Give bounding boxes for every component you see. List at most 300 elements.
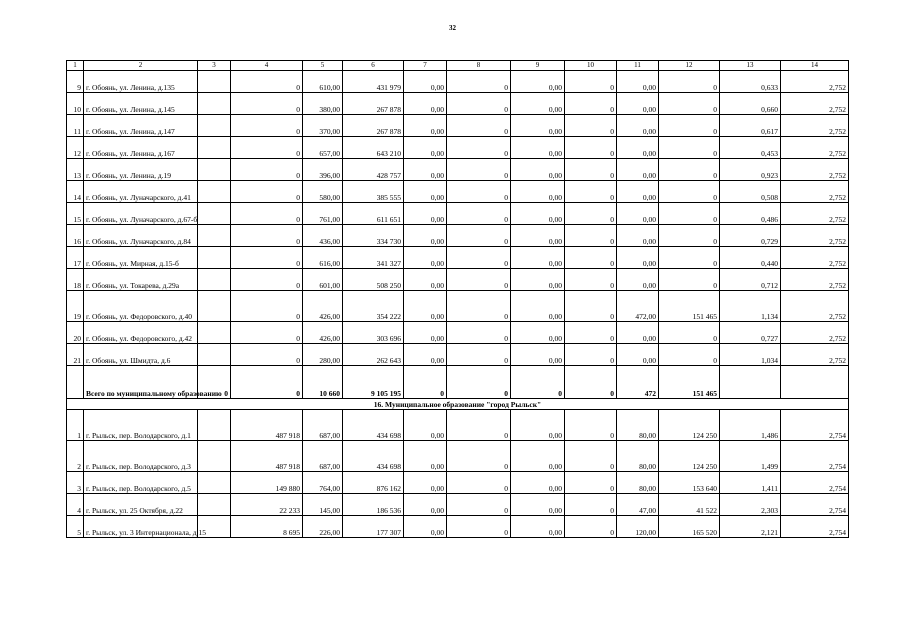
table-cell: 0 [447,225,511,247]
table-cell: 80,00 [617,472,659,494]
table-cell: 0 [447,344,511,366]
obojan-table-row [67,203,849,225]
table-cell: 0 [565,494,617,516]
address-cell: г. Обоянь, ул. Ленина, д.147 [84,115,198,137]
table-cell: 428 757 [343,159,404,181]
table-cell: 426,00 [303,291,343,322]
obojan-table-row [67,115,849,137]
table-cell: 0,923 [720,159,781,181]
table-cell: 165 520 [659,516,720,538]
obojan-table-row [67,322,849,344]
row-number: 19 [67,291,84,322]
table-cell: 280,00 [303,344,343,366]
table-cell: 0 [565,472,617,494]
table-cell: 616,00 [303,247,343,269]
table-cell: 0,508 [720,181,781,203]
table-cell: 0 [565,322,617,344]
table-cell: 0,453 [720,137,781,159]
row-number: 15 [67,203,84,225]
table-cell: 2,752 [781,247,849,269]
address-cell: г. Обоянь, ул. Луначарского, д.67-б [84,203,198,225]
table-cell: 2,121 [720,516,781,538]
table-cell: 0 [231,269,303,291]
table-cell: 2,752 [781,93,849,115]
obojan-table-row [67,159,849,181]
table-cell: 80,00 [617,410,659,441]
row-number: 11 [67,115,84,137]
column-header: 12 [659,61,720,71]
obojan-table-row [67,137,849,159]
table-cell: 47,00 [617,494,659,516]
table-cell: 396,00 [303,159,343,181]
table-cell: 0,00 [617,269,659,291]
table-cell: 0 [231,291,303,322]
table-cell: 0,486 [720,203,781,225]
table-cell: 0,00 [404,159,447,181]
table-cell: 0,00 [511,71,565,93]
header-row [67,61,849,71]
column-header: 4 [231,61,303,71]
table-cell: 0 [447,181,511,203]
table-cell: 0 [231,344,303,366]
table-cell: 0 [447,410,511,441]
table-cell: 0 [231,71,303,93]
table-cell [198,494,231,516]
table-cell: 0 [231,225,303,247]
address-cell: г. Обоянь, ул. Ленина, д.167 [84,137,198,159]
table-cell: 0 [659,93,720,115]
table-cell: 0,00 [617,247,659,269]
table-cell: 0 [565,181,617,203]
table-cell: 0 [231,181,303,203]
table-cell: 267 878 [343,115,404,137]
obojan-table-row [67,181,849,203]
table-cell: 0,00 [404,93,447,115]
row-number: 13 [67,159,84,181]
table-cell: 0,00 [511,516,565,538]
table-cell: 1,034 [720,344,781,366]
table-cell: 0,00 [404,291,447,322]
table-cell: 0 [447,93,511,115]
table-cell: 124 250 [659,441,720,472]
total-value [720,366,781,399]
table-cell: 0,00 [511,115,565,137]
table-cell: 0 [231,247,303,269]
table-cell: 0,00 [404,137,447,159]
table-cell: 0 [447,516,511,538]
table-cell: 0 [231,322,303,344]
table-cell: 0,00 [617,203,659,225]
table-cell: 0,00 [617,181,659,203]
address-cell: г. Рыльск, пер. Володарского, д.1 [84,410,198,441]
total-row [67,366,849,399]
table-cell: 370,00 [303,115,343,137]
table-cell: 0,00 [404,181,447,203]
total-label: Всего по муниципальному образованию [84,366,198,399]
row-number: 2 [67,441,84,472]
table-cell: 0,00 [404,115,447,137]
table-cell: 0,00 [404,269,447,291]
table-cell: 876 162 [343,472,404,494]
table-cell: 354 222 [343,291,404,322]
table-cell: 0 [447,291,511,322]
table-cell: 2,754 [781,410,849,441]
address-cell: г. Рыльск, пер. Володарского, д.5 [84,472,198,494]
table-cell [198,71,231,93]
obojan-table-row [67,247,849,269]
table-cell [198,137,231,159]
row-number: 1 [67,410,84,441]
table-cell: 0,00 [511,247,565,269]
total-value [781,366,849,399]
table-cell [198,269,231,291]
table-cell: 0 [447,115,511,137]
table-cell: 0,00 [617,137,659,159]
table-cell [198,322,231,344]
table-cell [198,159,231,181]
table-cell: 2,752 [781,203,849,225]
table-cell: 0 [565,516,617,538]
table-cell: 2,752 [781,115,849,137]
table-cell: 151 465 [659,291,720,322]
table-cell: 334 730 [343,225,404,247]
table-cell: 2,752 [781,225,849,247]
total-value: 10 660 [303,366,343,399]
column-header: 3 [198,61,231,71]
table-cell: 380,00 [303,93,343,115]
table-cell: 0 [447,472,511,494]
table-cell: 0,00 [404,494,447,516]
table-cell: 0 [447,203,511,225]
table-cell: 0,00 [404,516,447,538]
address-cell: г. Обоянь, ул. Федоровского, д.42 [84,322,198,344]
table-cell: 0,712 [720,269,781,291]
table-cell: 643 210 [343,137,404,159]
row-number: 5 [67,516,84,538]
row-number: 21 [67,344,84,366]
table-cell [198,181,231,203]
table-cell [198,344,231,366]
table-cell: 0 [565,159,617,181]
table-cell: 0 [565,410,617,441]
obojan-table-row [67,291,849,322]
table-cell: 472,00 [617,291,659,322]
address-cell: г. Обоянь, ул. Мирная, д.15-б [84,247,198,269]
row-number: 20 [67,322,84,344]
table-cell: 262 643 [343,344,404,366]
table-cell: 610,00 [303,71,343,93]
rylsk-table-row [67,441,849,472]
table-cell: 0 [659,247,720,269]
table-cell: 0,00 [404,472,447,494]
table-cell: 0 [565,93,617,115]
total-value: 0 [198,366,231,399]
table-cell: 0 [565,225,617,247]
row-number: 18 [67,269,84,291]
table-cell: 0 [565,203,617,225]
table-cell: 2,752 [781,159,849,181]
table-cell: 0,00 [617,71,659,93]
table-cell: 2,752 [781,269,849,291]
table-cell: 226,00 [303,516,343,538]
column-header: 8 [447,61,511,71]
address-cell: г. Обоянь, ул. Луначарского, д.41 [84,181,198,203]
table-cell: 0,00 [511,344,565,366]
table-cell: 8 695 [231,516,303,538]
table-cell: 434 698 [343,410,404,441]
total-value: 472 [617,366,659,399]
obojan-table-row [67,344,849,366]
row-number: 16 [67,225,84,247]
table-cell: 611 651 [343,203,404,225]
total-value: 9 105 195 [343,366,404,399]
address-cell: г. Обоянь, ул. Ленина, д.145 [84,93,198,115]
table-cell: 0,00 [511,494,565,516]
table-cell: 764,00 [303,472,343,494]
table-cell: 0 [565,137,617,159]
rylsk-table-row [67,516,849,538]
table-cell: 0,00 [511,137,565,159]
table-cell: 0 [447,269,511,291]
table-cell [198,93,231,115]
table-cell: 120,00 [617,516,659,538]
row-number: 17 [67,247,84,269]
table-cell: 687,00 [303,441,343,472]
table-cell: 487 918 [231,410,303,441]
table-cell: 0 [447,441,511,472]
table-cell: 0,00 [511,181,565,203]
table-cell: 0,00 [511,441,565,472]
table-cell: 0 [659,225,720,247]
table-cell: 2,754 [781,494,849,516]
table-cell: 0 [231,203,303,225]
table-cell: 0 [447,322,511,344]
table-cell: 0,00 [617,93,659,115]
table-cell: 0,00 [511,159,565,181]
section-title: 16. Муниципальное образование "город Рыльск" [67,399,849,410]
table-cell: 687,00 [303,410,343,441]
table-cell [198,410,231,441]
table-cell: 0 [565,269,617,291]
obojan-table-row [67,93,849,115]
obojan-table-row [67,225,849,247]
table-cell: 385 555 [343,181,404,203]
section-row [67,399,849,410]
table-cell: 2,752 [781,71,849,93]
table-cell [198,472,231,494]
table-cell: 601,00 [303,269,343,291]
table-cell: 0,660 [720,93,781,115]
rylsk-table-row [67,410,849,441]
table-cell [198,291,231,322]
table-cell: 0,00 [617,115,659,137]
table-cell [67,366,84,399]
column-header: 6 [343,61,404,71]
address-cell: г. Обоянь, ул. Ленина, д.19 [84,159,198,181]
obojan-table-row [67,71,849,93]
table-cell: 1,411 [720,472,781,494]
table-cell: 0 [659,115,720,137]
address-cell: г. Рыльск, пер. Володарского, д.3 [84,441,198,472]
table-cell: 487 918 [231,441,303,472]
table-cell: 0 [447,71,511,93]
table-cell: 0,00 [511,93,565,115]
table-cell: 0 [565,71,617,93]
table-cell: 0,00 [511,410,565,441]
total-value: 0 [231,366,303,399]
row-number: 3 [67,472,84,494]
address-cell: г. Обоянь, ул. Ленина, д.135 [84,71,198,93]
column-header: 13 [720,61,781,71]
table-cell: 0 [659,159,720,181]
rylsk-table-row [67,494,849,516]
table-cell: 2,754 [781,516,849,538]
table-cell: 0,00 [511,472,565,494]
row-number: 10 [67,93,84,115]
table-cell: 761,00 [303,203,343,225]
table-cell: 2,752 [781,291,849,322]
address-cell: г. Рыльск, ул. 25 Октября, д.22 [84,494,198,516]
table-cell: 0,00 [511,291,565,322]
table-cell: 0,440 [720,247,781,269]
table-cell: 177 307 [343,516,404,538]
table-cell: 0 [565,344,617,366]
column-header: 9 [511,61,565,71]
total-value: 0 [404,366,447,399]
table-cell: 41 522 [659,494,720,516]
table-cell: 0,00 [404,71,447,93]
table-cell: 22 233 [231,494,303,516]
table-cell: 0 [231,115,303,137]
table-cell: 657,00 [303,137,343,159]
column-header: 5 [303,61,343,71]
table-cell: 153 640 [659,472,720,494]
table-cell: 0 [659,181,720,203]
table-cell: 0,00 [404,441,447,472]
page-number: 32 [449,24,456,32]
table-cell: 0,00 [404,322,447,344]
column-header: 10 [565,61,617,71]
table-cell: 0 [231,93,303,115]
table-cell: 508 250 [343,269,404,291]
table-cell: 0,00 [617,225,659,247]
table-cell: 0 [447,247,511,269]
table-cell: 0,00 [511,322,565,344]
table-cell: 2,752 [781,181,849,203]
table-cell: 303 696 [343,322,404,344]
table-cell: 1,486 [720,410,781,441]
table-cell: 267 878 [343,93,404,115]
row-number: 12 [67,137,84,159]
obojan-table-row [67,269,849,291]
data-table [66,60,849,538]
row-number: 4 [67,494,84,516]
address-cell: г. Обоянь, ул. Луначарского, д.84 [84,225,198,247]
table-cell: 0,00 [511,203,565,225]
table-cell: 0,00 [617,344,659,366]
table-cell: 0 [447,494,511,516]
table-cell: 2,754 [781,441,849,472]
table-cell: 0,00 [404,344,447,366]
total-value: 151 465 [659,366,720,399]
table-cell: 0 [659,137,720,159]
table-cell: 145,00 [303,494,343,516]
column-header: 14 [781,61,849,71]
table-cell: 0 [659,203,720,225]
table-cell: 2,754 [781,472,849,494]
table-cell: 124 250 [659,410,720,441]
table-cell: 0,00 [404,247,447,269]
total-value: 0 [447,366,511,399]
table-cell: 0,00 [404,203,447,225]
row-number: 9 [67,71,84,93]
table-cell: 0,00 [404,225,447,247]
table-cell: 0 [565,115,617,137]
table-cell: 0,00 [404,410,447,441]
table-cell: 1,134 [720,291,781,322]
table-cell: 580,00 [303,181,343,203]
table-cell: 2,303 [720,494,781,516]
row-number: 14 [67,181,84,203]
address-cell: г. Рыльск, ул. 3 Интернационала, д.15 [84,516,198,538]
table-cell: 0 [231,159,303,181]
table-cell: 0,617 [720,115,781,137]
table-cell: 2,752 [781,322,849,344]
table-cell [198,225,231,247]
table-cell: 0,00 [617,159,659,181]
table-cell: 0,00 [511,225,565,247]
table-cell: 341 327 [343,247,404,269]
table-cell: 0 [565,291,617,322]
table-cell: 434 698 [343,441,404,472]
table-cell: 0 [659,344,720,366]
total-value: 0 [511,366,565,399]
address-cell: г. Обоянь, ул. Шмидта, д.6 [84,344,198,366]
table-cell: 431 979 [343,71,404,93]
table-cell: 0,633 [720,71,781,93]
table-cell: 0,727 [720,322,781,344]
column-header: 11 [617,61,659,71]
table-cell: 0 [447,159,511,181]
table-cell [198,247,231,269]
table-cell: 0,729 [720,225,781,247]
table-cell: 0 [659,71,720,93]
table-cell: 0 [231,137,303,159]
table-cell: 0,00 [617,322,659,344]
table-cell: 426,00 [303,322,343,344]
table-cell [198,441,231,472]
table-cell [198,203,231,225]
address-cell: г. Обоянь, ул. Токарева, д.29а [84,269,198,291]
table-cell: 0 [659,322,720,344]
table-cell: 0 [659,269,720,291]
column-header: 1 [67,61,84,71]
address-cell: г. Обоянь, ул. Федоровского, д.40 [84,291,198,322]
table-cell: 0,00 [511,269,565,291]
total-value: 0 [565,366,617,399]
table-cell: 2,752 [781,344,849,366]
rylsk-table-row [67,472,849,494]
table-cell: 149 880 [231,472,303,494]
table-cell: 0 [447,137,511,159]
table-cell: 1,499 [720,441,781,472]
table-cell [198,115,231,137]
table-cell: 0 [565,441,617,472]
table-cell: 0 [565,247,617,269]
column-header: 2 [84,61,198,71]
table-cell: 2,752 [781,137,849,159]
table-cell: 80,00 [617,441,659,472]
